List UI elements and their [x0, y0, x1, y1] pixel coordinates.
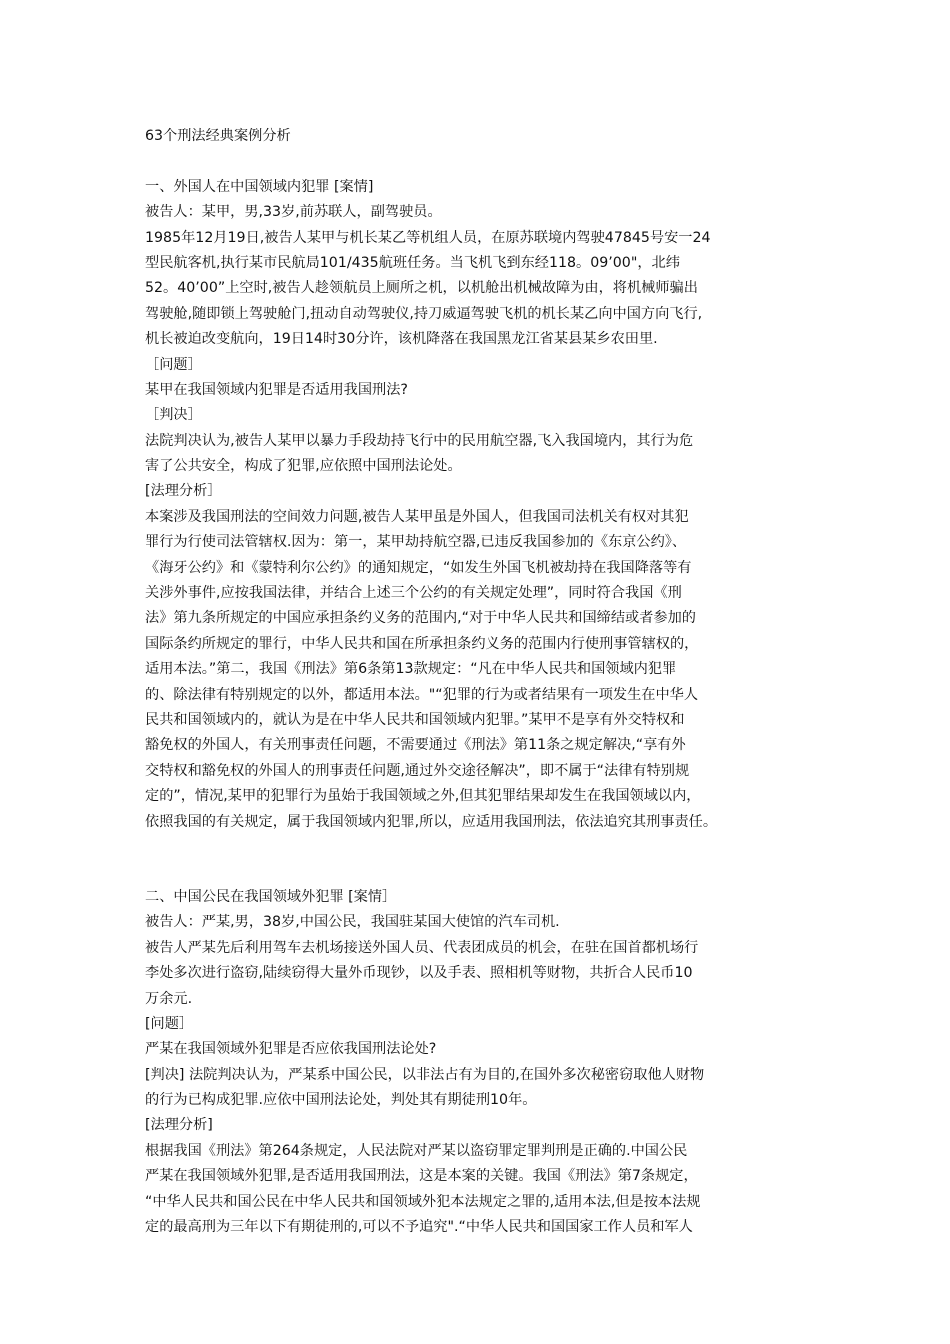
case2-analysis-line: “中华人民共和国公民在中华人民共和国领域外犯本法规定之罪的,适用本法,但是按本法规	[145, 1193, 701, 1210]
spacer	[145, 149, 825, 174]
case2-question: 严某在我国领域外犯罪是否应依我国刑法论处?	[145, 1041, 437, 1058]
case2-analysis-line: 根据我国《刑法》第264条规定，人民法院对严某以盗窃罪定罪判刑是正确的.中国公民	[145, 1142, 688, 1159]
case2-analysis-line: 定的最高刑为三年以下有期徒刑的,可以不予追究".“中华人民共和国国家工作人员和军人	[145, 1219, 693, 1236]
case2-analysis-label: [法理分析]	[145, 1117, 213, 1134]
case1-analysis-line: 关涉外事件,应按我国法律，并结合上述三个公约的有关规定处理”，同时符合我国《刑	[145, 585, 682, 602]
case2-defendant: 被告人：严某,男，38岁,中国公民，我国驻某国大使馆的汽车司机.	[145, 914, 560, 931]
case1-defendant: 被告人：某甲，男,33岁,前苏联人，副驾驶员。	[145, 204, 442, 221]
case1-judgment-line: 害了公共安全，构成了犯罪,应依照中国刑法论处。	[145, 458, 462, 475]
spacer	[145, 835, 825, 885]
case1-facts-line: 52。40’00”上空时,被告人趁领航员上厕所之机，以机舱出机械故障为由，将机械师骗出	[145, 280, 698, 297]
case1-analysis-line: 本案涉及我国刑法的空间效力问题,被告人某甲虽是外国人，但我国司法机关有权对其犯	[145, 508, 689, 525]
case2-analysis-line: 严某在我国领域外犯罪,是否适用我国刑法，这是本案的关键。我国《刑法》第7条规定，	[145, 1168, 698, 1185]
case1-heading: 一、外国人在中国领域内犯罪 [案情]	[145, 178, 374, 195]
case1-judgment-line: 法院判决认为,被告人某甲以暴力手段劫持飞行中的民用航空器,飞入我国境内，其行为危	[145, 432, 694, 449]
case1-question: 某甲在我国领域内犯罪是否适用我国刑法?	[145, 381, 408, 398]
case1-analysis-line: 交特权和豁免权的外国人的刑事责任问题,通过外交途径解决”，即不属于“法律有特别规	[145, 762, 690, 779]
case1-analysis-line: 罪行为行使司法管辖权.因为：第一，某甲劫持航空器,已违反我国参加的《东京公约》、	[145, 534, 687, 551]
case2-heading: 二、中国公民在我国领域外犯罪 [案情］	[145, 888, 397, 905]
case1-facts-line: 型民航客机,执行某市民航局101/435航班任务。当飞机飞到东经118。09’00"，北纬	[145, 254, 680, 271]
case1-analysis-line: 法》第九条所规定的中国应承担条约义务的范围内,“对于中华人民共和国缔结或者参加的	[145, 610, 696, 627]
case1-facts-line: 驾驶舱,随即锁上驾驶舱门,扭动自动驾驶仪,持刀威逼驾驶飞机的机长某乙向中国方向飞行,	[145, 305, 703, 322]
case2-facts-line: 万余元.	[145, 990, 193, 1007]
case1-analysis-line: 适用本法。”第二，我国《刑法》第6条第13款规定：“凡在中华人民共和国领域内犯罪	[145, 661, 677, 678]
case1-analysis-line: 民共和国领域内的，就认为是在中华人民共和国领域内犯罪。”某甲不是享有外交特权和	[145, 711, 685, 728]
case1-analysis-line: 《海牙公约》和《蒙特利尔公约》的通知规定，“如发生外国飞机被劫持在我国降落等有	[145, 559, 692, 576]
document-body	[145, 124, 825, 1240]
case2-facts-line: 李处多次进行盗窃,陆续窃得大量外币现钞，以及手表、照相机等财物，共折合人民币10	[145, 965, 693, 982]
case2-judgment-line: [判决] 法院判决认为，严某系中国公民，以非法占有为目的,在国外多次秘密窃取他人财物	[145, 1066, 705, 1083]
case1-analysis-line: 依照我国的有关规定，属于我国领域内犯罪,所以，应适用我国刑法，依法追究其刑事责任。	[145, 813, 718, 830]
case2-question-label: [问题］	[145, 1015, 194, 1032]
case1-analysis-line: 定的”，情况,某甲的犯罪行为虽始于我国领域之外,但其犯罪结果却发生在我国领域以内，	[145, 788, 701, 805]
case1-facts-line: 1985年12月19日,被告人某甲与机长某乙等机组人员，在原苏联境内驾驶47845号安一24	[145, 229, 711, 246]
case1-judgment-label: ［判决］	[145, 407, 202, 424]
case1-analysis-label: [法理分析］	[145, 483, 222, 500]
case2-judgment-line: 的行为已构成犯罪.应依中国刑法论处，判处其有期徒刑10年。	[145, 1092, 537, 1109]
case2-facts-line: 被告人严某先后利用驾车去机场接送外国人员、代表团成员的机会，在驻在国首都机场行	[145, 939, 699, 956]
document-title: 63个刑法经典案例分析	[145, 128, 291, 144]
case1-facts-line: 机长被迫改变航向，19日14时30分许，该机降落在我国黑龙江省某县某乡农田里.	[145, 331, 658, 348]
case1-question-label: ［问题］	[145, 356, 202, 373]
case1-analysis-line: 的、除法律有特别规定的以外，都适用本法。"“犯罪的行为或者结果有一项发生在中华人	[145, 686, 699, 703]
case1-analysis-line: 豁免权的外国人，有关刑事责任问题，不需要通过《刑法》第11条之规定解决,“享有外	[145, 737, 686, 754]
case1-analysis-line: 国际条约所规定的罪行，中华人民共和国在所承担条约义务的范围内行使刑事管辖权的，	[145, 635, 699, 652]
